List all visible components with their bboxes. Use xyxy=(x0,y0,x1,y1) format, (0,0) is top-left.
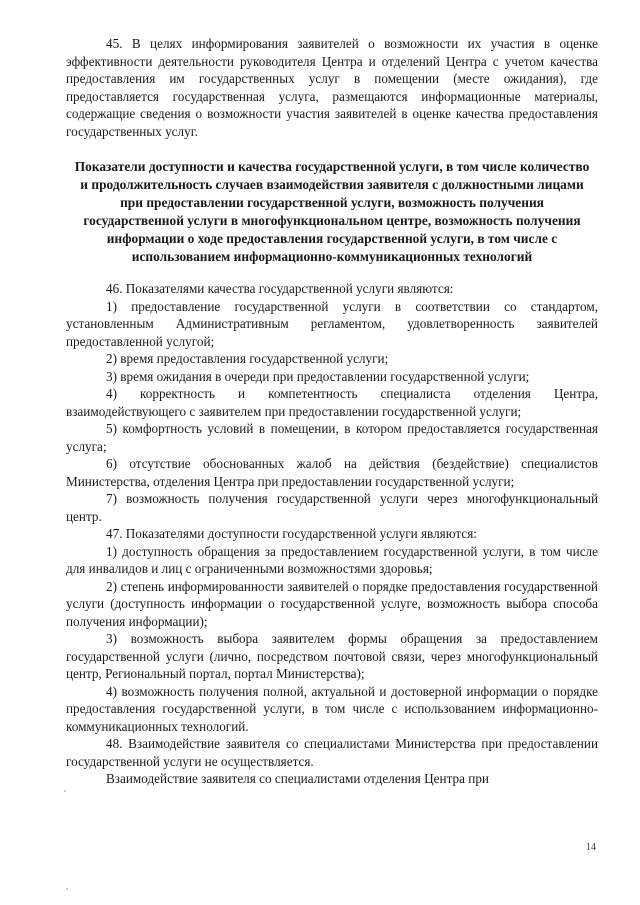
paragraph-46-item-1: 1) предоставление государственной услуги в соответствии со стандартом, установленным Административным регламентом, удовлетворенность заявителей предоставленной услугой; xyxy=(66,298,598,349)
paragraph-46-item-7: 7) возможность получения государственной услуги через многофункциональный центр. xyxy=(66,491,598,524)
paragraph-46-item-3: 3) время ожидания в очереди при предоставлении государственной услуги; xyxy=(106,368,530,384)
scan-speck xyxy=(66,888,68,890)
scan-speck xyxy=(64,790,66,792)
paragraph-46: 46. Показателями качества государственной услуги являются: xyxy=(106,281,454,296)
paragraph-46-item-5: 5) комфортность условий в помещении, в котором предоставляется государственная услуга; xyxy=(66,421,598,454)
page-number: 14 xyxy=(586,842,596,853)
section-heading: Показатели доступности и качества государственной услуги, в том числе количество и продолжительность случаев взаимодействия заявителя с должностными лицами при предоставлении государственной услуги, возможность получения государственной услуги в многофункциональном центре, возможность получения информации о ходе предоставления государственной услуги, в том числе с использованием информационно-коммуникационных технологий xyxy=(74,159,590,264)
paragraph-47-item-2: 2) степень информированности заявителей о порядке предоставления государственной услуги (доступность информации о государственной услуге, возможность выбора способа получения информации); xyxy=(66,578,598,629)
paragraph-47: 47. Показателями доступности государственной услуги являются: xyxy=(106,526,477,541)
paragraph-46-item-2: 2) время предоставления государственной услуги; xyxy=(106,351,389,366)
paragraph-46-item-6: 6) отсутствие обоснованных жалоб на действия (бездействие) специалистов Министерства, отделения Центра при предоставлении государственной услуги; xyxy=(66,456,598,489)
paragraph-46-item-4: 4) корректность и компетентность специалиста отделения Центра, взаимодействующего с заявителем при предоставлении государственной услуги; xyxy=(66,386,598,419)
paragraph-45: 45. В целях информирования заявителей о возможности их участия в оценке эффективности деятельности руководителя Центра и отделений Центра с учетом качества предоставления им государственных услуг в помещении (месте ожидания), где предоставляется государственная услуга, размещаются информационные материалы, содержащие сведения о возможности участия заявителей в оценке качества предоставления государственных услуг. xyxy=(66,36,598,139)
paragraph-47-item-1: 1) доступность обращения за предоставлением государственной услуги, в том числе для инвалидов и лиц с ограниченными возможностями здоровья; xyxy=(66,543,598,576)
document-body xyxy=(66,35,598,788)
paragraph-47-item-3: 3) возможность выбора заявителем формы обращения за предоставлением государственной услуги (лично, посредством почтовой связи, через многофункциональный центр, Региональный портал, портал Министерства); xyxy=(66,631,598,681)
paragraph-48: 48. Взаимодействие заявителя со специалистами Министерства при предоставлении государственной услуги не осуществляется. xyxy=(66,736,598,769)
paragraph-48-continuation: Взаимодействие заявителя со специалистами отделения Центра при xyxy=(106,771,489,786)
paragraph-47-item-4: 4) возможность получения полной, актуальной и достоверной информации о порядке предоставления государственной услуги, в том числе с использованием информационно-коммуникационных технологий. xyxy=(66,683,598,734)
